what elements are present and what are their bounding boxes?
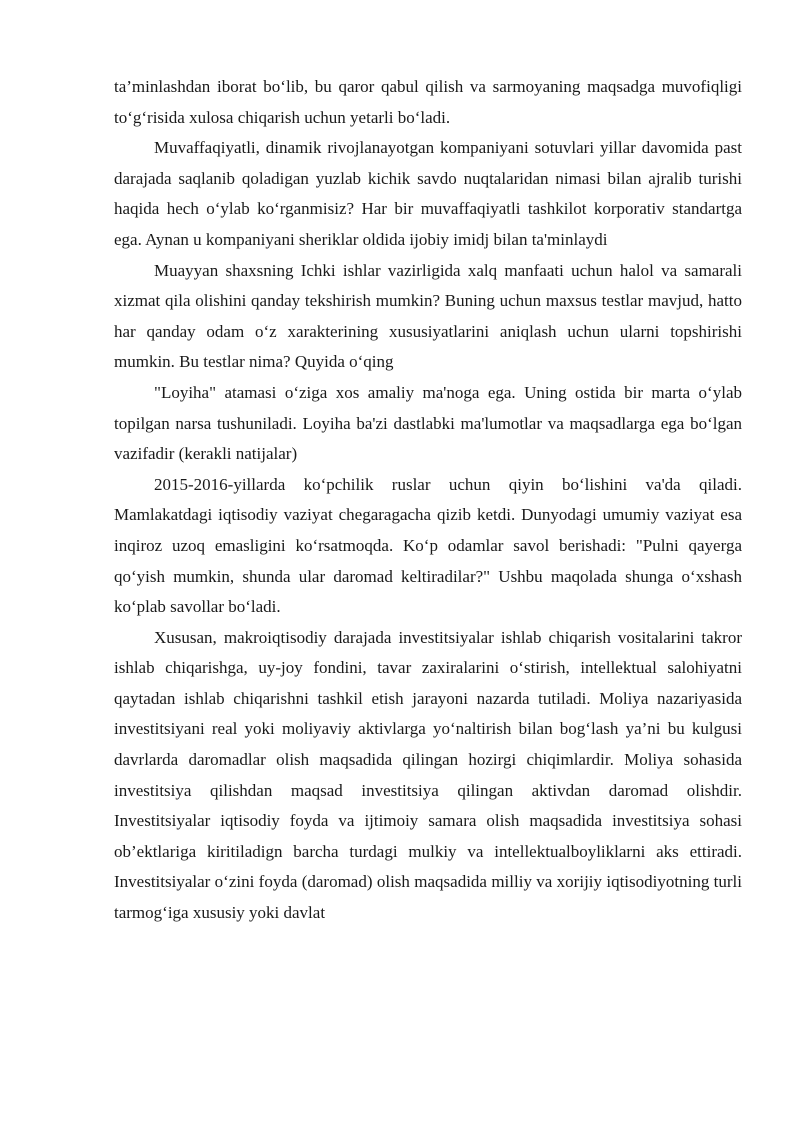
paragraph: Xususan, makroiqtisodiy darajada investitsiyalar ishlab chiqarish vositalarini takror ishlab chiqarishga, uy-joy fondini, tavar zaxiralarini o‘stirish, intellektual salohiyatni qaytadan ishlab chiqarishni tashkil etish jarayoni nazarda tutiladi. Moliya nazariyasida investitsiyani real yoki moliyaviy aktivlarga yo‘naltirish bilan bog‘lash ya’ni bu kulgusi davrlarda daromadlar olish maqsadida qilingan hozirgi chiqimlardir. Moliya sohasida investitsiya qilishdan maqsad investitsiya qilingan aktivdan daromad olishdir. Investitsiyalar iqtisodiy foyda va ijtimoiy samara olish maqsadida investitsiya sohasi ob’ektlariga kiritiladign barcha turdagi mulkiy va intellektualboyliklarni aks ettiradi. Investitsiyalar o‘zini foyda (daromad) olish maqsadida milliy va xorijiy iqtisodiyotning turli tarmog‘iga xususiy yoki davlat: [114, 627, 742, 923]
paragraph: "Loyiha" atamasi o‘ziga xos amaliy ma'noga ega. Uning ostida bir marta o‘ylab topilgan narsa tushuniladi. Loyiha ba'zi dastlabki ma'lumotlar va maqsadlarga ega bo‘lgan vazifadir (kerakli natijalar): [114, 382, 742, 464]
paragraph: Muvaffaqiyatli, dinamik rivojlanayotgan kompaniyani sotuvlari yillar davomida past darajada saqlanib qoladigan yuzlab kichik savdo nuqtalaridan nimasi bilan ajralib turishi haqida hech o‘ylab ko‘rganmisiz? Har bir muvaffaqiyatli tashkilot korporativ standartga ega. Aynan u kompaniyani sheriklar oldida ijobiy imidj bilan ta'minlaydi: [114, 138, 742, 249]
paragraph: 2015-2016-yillarda ko‘pchilik ruslar uchun qiyin bo‘lishini va'da qiladi. Mamlakatdagi iqtisodiy vaziyat chegaragacha qizib ketdi. Dunyodagi umumiy vaziyat esa inqiroz uzoq emasligini ko‘rsatmoqda. Ko‘p odamlar savol berishadi: "Pulni qayerga qo‘yish mumkin, shunda ular daromad keltiradilar?" Ushbu maqolada shunga o‘xshash ko‘plab savollar bo‘ladi.: [114, 474, 742, 617]
document-body: [114, 72, 742, 929]
paragraph-continuation: ta’minlashdan iborat bo‘lib, bu qaror qabul qilish va sarmoyaning maqsadga muvofiqligi to‘g‘risida xulosa chiqarish uchun yetarli bo‘ladi.: [114, 77, 742, 127]
paragraph: Muayyan shaxsning Ichki ishlar vazirligida xalq manfaati uchun halol va samarali xizmat qila olishini qanday tekshirish mumkin? Buning uchun maxsus testlar mavjud, hatto har qanday odam o‘z xarakterining xususiyatlarini aniqlash uchun ularni topshirishi mumkin. Bu testlar nima? Quyida o‘qing: [114, 260, 742, 372]
